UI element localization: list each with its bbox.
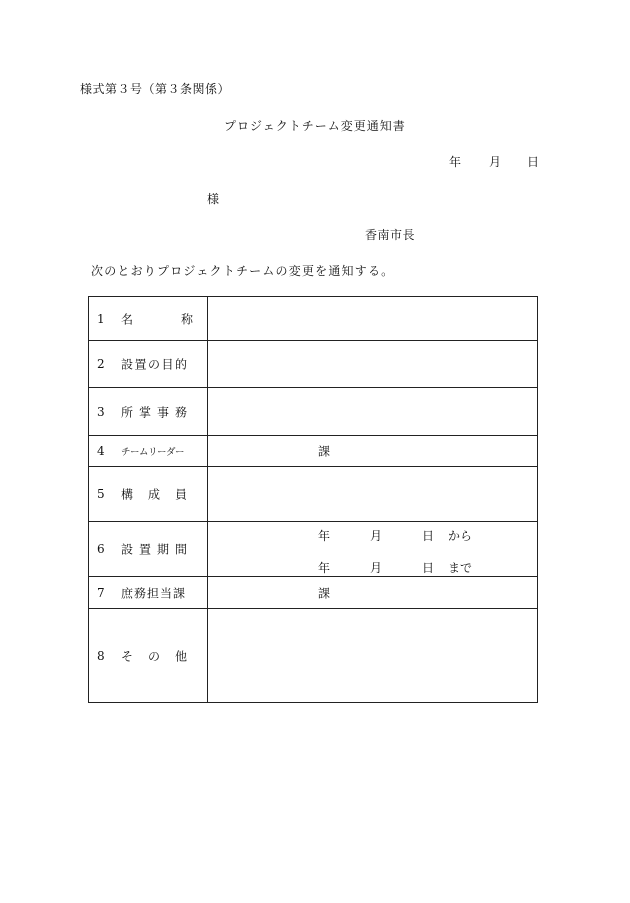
label-char: 間 bbox=[174, 542, 187, 557]
table-row-members bbox=[89, 467, 538, 522]
row-label-cell bbox=[89, 297, 208, 341]
row-label-purpose: 設置の目的 bbox=[121, 357, 189, 372]
addressee-suffix: 様 bbox=[207, 192, 220, 206]
date-year-label: 年 bbox=[449, 155, 462, 169]
date-line bbox=[0, 153, 630, 169]
purpose-value-cell[interactable] bbox=[208, 341, 538, 388]
row-number: 7 bbox=[97, 585, 105, 600]
label-char: 務 bbox=[174, 405, 187, 419]
label-char: 置 bbox=[138, 542, 151, 557]
row-label-cell bbox=[89, 609, 208, 703]
period-end-month: 月 bbox=[370, 561, 383, 575]
period-start-month: 月 bbox=[370, 529, 383, 543]
period-start-day: 日 bbox=[422, 529, 435, 543]
row-label-cell bbox=[89, 522, 208, 577]
intro-text: 次のとおりプロジェクトチームの変更を通知する。 bbox=[91, 264, 395, 278]
other-value-cell[interactable] bbox=[208, 609, 538, 703]
change-notice-table bbox=[88, 296, 538, 703]
period-start-year: 年 bbox=[318, 529, 331, 543]
row-label-duties bbox=[121, 403, 187, 420]
table-row-duties bbox=[89, 388, 538, 436]
row-label-other bbox=[121, 647, 187, 664]
row-number: 1 bbox=[97, 311, 105, 326]
form-number: 様式第３号（第３条関係） bbox=[80, 82, 231, 96]
label-char: の bbox=[147, 649, 160, 663]
row-label-leader: チームリーダー bbox=[121, 447, 185, 458]
row-label-cell bbox=[89, 577, 208, 609]
row-number: 5 bbox=[97, 487, 105, 501]
label-char: 他 bbox=[174, 649, 187, 663]
leader-value-cell[interactable] bbox=[208, 436, 538, 467]
row-number: 3 bbox=[97, 404, 105, 419]
period-value-cell[interactable] bbox=[208, 522, 538, 577]
period-start bbox=[318, 527, 518, 541]
document-title: プロジェクトチーム変更通知書 bbox=[224, 119, 406, 133]
label-char: 事 bbox=[156, 405, 169, 419]
duties-value-cell[interactable] bbox=[208, 388, 538, 436]
row-label-name bbox=[121, 310, 193, 327]
period-start-suffix: から bbox=[448, 529, 473, 543]
label-char: そ bbox=[121, 649, 134, 663]
label-char: 員 bbox=[174, 487, 187, 502]
label-char: 所 bbox=[121, 405, 134, 419]
row-label-general-affairs: 庶務担当課 bbox=[121, 586, 187, 600]
table-row-purpose bbox=[89, 341, 538, 388]
row-label-cell bbox=[89, 388, 208, 436]
leader-section-suffix: 課 bbox=[318, 444, 331, 459]
table-row-general-affairs bbox=[89, 577, 538, 609]
period-end-suffix: まで bbox=[448, 561, 473, 575]
row-label-cell bbox=[89, 467, 208, 522]
date-day-label: 日 bbox=[527, 155, 540, 169]
row-label-members bbox=[121, 486, 187, 503]
label-char: 名 bbox=[121, 312, 134, 326]
period-end bbox=[318, 559, 518, 573]
table-row-leader bbox=[89, 436, 538, 467]
row-number: 6 bbox=[97, 542, 105, 556]
period-end-day: 日 bbox=[422, 561, 435, 575]
row-number: 2 bbox=[97, 357, 105, 371]
general-affairs-value-cell[interactable] bbox=[208, 577, 538, 609]
label-char: 構 bbox=[121, 487, 134, 502]
row-label-cell bbox=[89, 436, 208, 467]
issuer: 香南市長 bbox=[365, 228, 416, 242]
row-label-period bbox=[121, 541, 187, 558]
label-char: 掌 bbox=[138, 405, 151, 419]
row-number: 4 bbox=[97, 444, 105, 458]
name-value-cell[interactable] bbox=[208, 297, 538, 341]
label-char: 称 bbox=[180, 312, 193, 326]
label-char: 設 bbox=[121, 542, 134, 557]
date-month-label: 月 bbox=[489, 155, 502, 169]
table-row-name bbox=[89, 297, 538, 341]
period-end-year: 年 bbox=[318, 561, 331, 575]
row-number: 8 bbox=[97, 648, 105, 663]
table-row-period bbox=[89, 522, 538, 577]
label-char: 成 bbox=[147, 487, 160, 502]
row-label-cell bbox=[89, 341, 208, 388]
label-char: 期 bbox=[156, 542, 169, 557]
members-value-cell[interactable] bbox=[208, 467, 538, 522]
table-row-other bbox=[89, 609, 538, 703]
general-affairs-section-suffix: 課 bbox=[318, 586, 331, 600]
